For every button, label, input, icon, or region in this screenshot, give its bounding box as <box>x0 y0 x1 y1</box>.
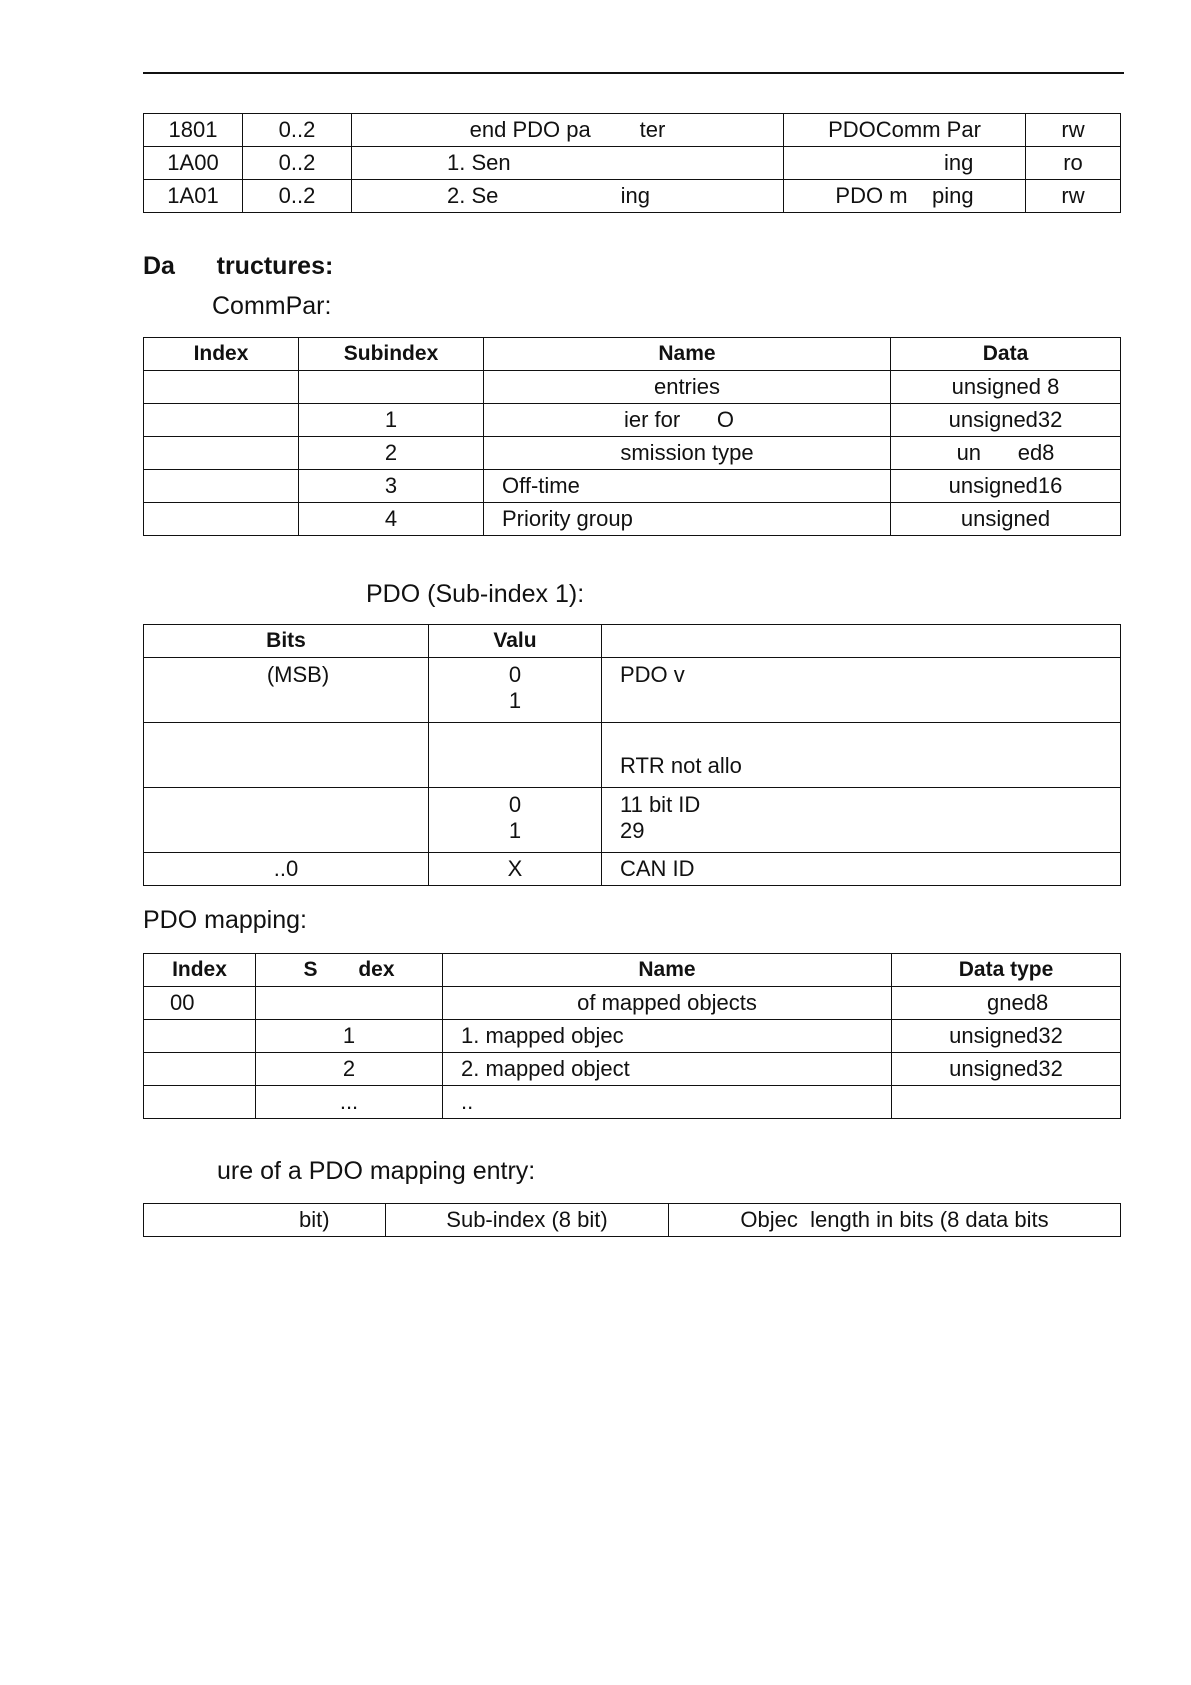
bits-cell <box>144 788 429 853</box>
table-row <box>144 114 1121 147</box>
table-header-row <box>144 625 1121 658</box>
index-cell <box>144 470 299 503</box>
name-cell: 1. mapped objec <box>443 1020 892 1053</box>
description-line: PDO v <box>620 662 685 687</box>
value-cell <box>429 658 602 723</box>
column-header: S dex <box>256 954 443 987</box>
bits-cell: (MSB) <box>144 658 429 723</box>
value-cell <box>429 788 602 853</box>
cobid-table <box>143 624 1121 886</box>
description-cell: CAN ID <box>602 853 1121 886</box>
index-cell: 1801 <box>144 114 243 147</box>
index-cell: 00 <box>144 987 256 1020</box>
name-cell: Priority group <box>484 503 891 536</box>
description-line: 29 <box>620 818 645 843</box>
column-header: Data <box>891 338 1121 371</box>
table-header-row <box>144 338 1121 371</box>
data-cell: un ed8 <box>891 437 1121 470</box>
header-rule <box>143 72 1124 74</box>
index-cell <box>144 503 299 536</box>
subindex-cell: 2 <box>256 1053 443 1086</box>
description-cell <box>602 723 1121 788</box>
data-type-cell: unsigned32 <box>892 1020 1121 1053</box>
table-row <box>144 371 1121 404</box>
name-cell: 1. Sen <box>352 147 784 180</box>
description-line: 11 bit ID <box>620 792 701 817</box>
type-cell: ing <box>784 147 1026 180</box>
index-cell <box>144 437 299 470</box>
table-row <box>144 723 1121 788</box>
subindex-cell: 1 <box>299 404 484 437</box>
name-cell: end PDO pa ter <box>352 114 784 147</box>
table-row <box>144 437 1121 470</box>
table-row <box>144 1204 1121 1237</box>
value-line: 0 <box>508 662 522 687</box>
index-cell <box>144 371 299 404</box>
column-header: Valu <box>429 625 602 658</box>
type-cell: PDO m ping <box>784 180 1026 213</box>
column-header: Name <box>484 338 891 371</box>
subindex-cell <box>299 371 484 404</box>
data-cell: unsigned32 <box>891 404 1121 437</box>
mapping-title: PDO mapping: <box>143 906 307 934</box>
table-row <box>144 1053 1121 1086</box>
table-row <box>144 470 1121 503</box>
column-header: Bits <box>144 625 429 658</box>
data-cell: unsigned <box>891 503 1121 536</box>
name-cell: smission type <box>484 437 891 470</box>
name-cell: .. <box>443 1086 892 1119</box>
commpar-table <box>143 337 1121 536</box>
column-header: Index <box>144 338 299 371</box>
index-cell: 1A00 <box>144 147 243 180</box>
mapping-table <box>143 953 1121 1119</box>
entry-cell: Sub-index (8 bit) <box>386 1204 669 1237</box>
table-row <box>144 658 1121 723</box>
value-cell: X <box>429 853 602 886</box>
table-row <box>144 404 1121 437</box>
data-type-cell: gned8 <box>892 987 1121 1020</box>
name-cell: ier for O <box>484 404 891 437</box>
data-type-cell: unsigned32 <box>892 1053 1121 1086</box>
table-row <box>144 853 1121 886</box>
entry-cell: bit) <box>144 1204 386 1237</box>
description-line: RTR not allo <box>620 753 742 778</box>
table-header-row <box>144 954 1121 987</box>
name-cell: 2. mapped object <box>443 1053 892 1086</box>
table-row <box>144 147 1121 180</box>
object-table <box>143 113 1121 213</box>
subindex-cell: 0..2 <box>243 180 352 213</box>
column-header <box>602 625 1121 658</box>
value-line: 1 <box>508 688 522 713</box>
subindex-cell: 0..2 <box>243 147 352 180</box>
subindex-cell: 4 <box>299 503 484 536</box>
index-cell <box>144 1020 256 1053</box>
access-cell: rw <box>1026 180 1121 213</box>
index-cell <box>144 1053 256 1086</box>
access-cell: ro <box>1026 147 1121 180</box>
subindex-cell: 2 <box>299 437 484 470</box>
data-cell: unsigned16 <box>891 470 1121 503</box>
index-cell <box>144 1086 256 1119</box>
description-line <box>620 727 1114 753</box>
name-cell: Off-time <box>484 470 891 503</box>
column-header: Subindex <box>299 338 484 371</box>
cobid-title: PDO (Sub-index 1): <box>366 580 585 608</box>
entry-cell: Objec length in bits (8 data bits <box>669 1204 1121 1237</box>
data-cell: unsigned 8 <box>891 371 1121 404</box>
entry-table <box>143 1203 1121 1237</box>
value-line: 0 <box>508 792 522 817</box>
subindex-cell: ... <box>256 1086 443 1119</box>
value-cell <box>429 723 602 788</box>
name-cell: entries <box>484 371 891 404</box>
access-cell: rw <box>1026 114 1121 147</box>
subindex-cell: 1 <box>256 1020 443 1053</box>
subindex-cell <box>256 987 443 1020</box>
index-cell <box>144 404 299 437</box>
subindex-cell: 3 <box>299 470 484 503</box>
subindex-cell: 0..2 <box>243 114 352 147</box>
data-type-cell <box>892 1086 1121 1119</box>
table-row <box>144 180 1121 213</box>
column-header: Index <box>144 954 256 987</box>
table-row <box>144 1086 1121 1119</box>
section-title: Da tructures: <box>143 252 334 280</box>
value-line: 1 <box>508 818 522 843</box>
column-header: Data type <box>892 954 1121 987</box>
column-header: Name <box>443 954 892 987</box>
index-cell: 1A01 <box>144 180 243 213</box>
description-cell <box>602 658 1121 723</box>
entry-title: ure of a PDO mapping entry: <box>217 1157 536 1185</box>
table-row <box>144 503 1121 536</box>
description-cell <box>602 788 1121 853</box>
table-row <box>144 788 1121 853</box>
bits-cell <box>144 723 429 788</box>
table-row <box>144 1020 1121 1053</box>
name-cell: of mapped objects <box>443 987 892 1020</box>
table-row <box>144 987 1121 1020</box>
type-cell: PDOComm Par <box>784 114 1026 147</box>
bits-cell: ..0 <box>144 853 429 886</box>
name-cell: 2. Se ing <box>352 180 784 213</box>
commpar-title: CommPar: <box>212 292 332 320</box>
